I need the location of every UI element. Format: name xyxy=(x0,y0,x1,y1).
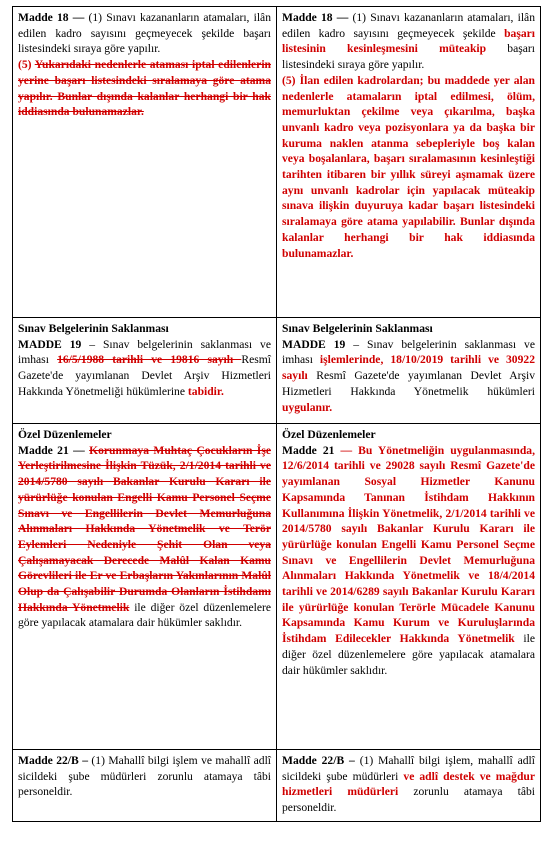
old-cell-madde-22b: Madde 22/B – (1) Mahallî bilgi işlem ve mahallî adlî sicildeki şube müdürleri zorunlu atamaya tâbi personeldir. xyxy=(13,750,277,822)
new-cell-madde-21: Özel Düzenlemeler Madde 21 — Bu Yönetmeliğin uygulanmasında, 12/6/2014 tarihli ve 29028 sayılı Resmî Gazete'de yayımlanan Sosyal Hizmetler Kanunu Kapsamında Tanınan İstihdam Hakkının Kullanımına İlişkin Yönetmelik, 2/1/2014 tarihli ve 2014/5780 sayılı Bakanlar Kurulu Kararı ile yürürlüğe konulan Engelli Kamu Personel Seçme Sınavı ve Engellilerin Devlet Memurluğuna Alınmaları Hakkında Yönetmelik ve 18/4/2014 tarihli ve 2014/6289 sayılı Bakanlar Kurulu Kararı ile yürürlüğe konulan Terörle Mücadele Kanunu Kapsamında Kamu Kurum ve Kuruluşlarında İstihdam Edilecekler Hakkında Yönetmelik ile diğer özel düzenlemelere göre yapılacak atamalara dair hükümler saklıdır. xyxy=(277,424,541,750)
old-cell-madde-21: Özel Düzenlemeler Madde 21 — Korunmaya Muhtaç Çocukların İşe Yerleştirilmesine İlişkin Tüzük, 2/1/2014 tarihli ve 2014/5780 sayılı Bakanlar Kurulu Kararı ile yürürlüğe konulan Engelli Kamu Personel Seçme Sınavı ve Engellilerin Devlet Memurluğuna Alınmaları Hakkında Yönetmelik ve Terör Eylemleri Nedeniyle Şehit Olan veya Çalışamayacak Derecede Malûl Kalan Kamu Görevlileri ile Er ve Erbaşların Yakınlarının Malûl Olup da Çalışabilir Durumda Olanların İstihdamı Hakkında Yönetmelik ile diğer özel düzenlemelere göre yapılacak atamalara dair hükümler saklıdır. xyxy=(13,424,277,750)
added-text: Bu Yönetmeliğin uygulanmasında, 12/6/2014 tarihli ve 29028 sayılı Resmî Gazete'de yayımlanan Sosyal Hizmetler Kanunu Kapsamında Tanınan İstihdam Hakkının Kullanımına İlişkin Yönetmelik, 2/1/2014 tarihli ve 2014/5780 sayılı Bakanlar Kurulu Kararı ile yürürlüğe konulan Engelli Kamu Personel Seçme Sınavı ve Engellilerin Devlet Memurluğuna Alınmaları Hakkında Yönetmelik ve 18/4/2014 tarihli ve 2014/6289 sayılı Bakanlar Kurulu Kararı ile yürürlüğe konulan Terörle Mücadele Kanunu Kapsamında Kamu Kurum ve Kuruluşlarında İstihdam Edilecekler Hakkında Yönetmelik xyxy=(282,443,535,646)
old-cell-madde-19: Sınav Belgelerinin Saklanması MADDE 19 – Sınav belgelerinin saklanması ve imhası 16/5/1988 tarihli ve 19816 sayılı Resmî Gazete'de yayımlanan Devlet Arşiv Hizmetleri Hakkında Yönetmeliği hükümlerine tabidir. xyxy=(13,318,277,424)
deleted-text: 16/5/1988 tarihli ve 19816 sayılı xyxy=(57,353,242,367)
deleted-text: Yukarıdaki nedenlerle ataması iptal edilenlerin yerine başarı listesindeki sıralamaya göre atama yapılır. Bunlar dışında kalanlar herhangi bir hak iddiasında bulunamazlar. xyxy=(18,58,271,119)
added-text: ve adlî destek ve mağdur hizmetleri müdürleri xyxy=(282,769,535,799)
added-text: (5) İlan edilen kadrolardan; bu maddede yer alan nedenlerle atamaların iptal edilmesi, ölüm, memurluktan çekilme veya çıkarılma, başka unvanlı kadro veya pozisyonlara ya da başka bir kuruma naklen atanma sebepleriyle boş kalan veya boşalanlara, başarı sıralamasının kesinleştiği tarihten itibaren bir yıllık süreyi aşmamak üzere aynı unvanlı kadrolar için yapılacak müteakip sınava ilişkin duyuruya kadar başarı listesindeki sıralamaya göre atama yapılabilir. Bunlar dışında kalanlar herhangi bir hak iddiasında bulunamazlar. xyxy=(282,73,535,260)
added-text: başarı listesinin kesinleşmesini müteakip xyxy=(282,26,535,56)
old-cell-madde-18: Madde 18 — (1) Sınavı kazananların atamaları, ilân edilen kadro sayısını geçmeyecek şekilde başarı listesindeki sıraya göre yapılır. (5) Yukarıdaki nedenlerle ataması iptal edilenlerin yerine başarı listesindeki sıralamaya göre atama yapılır. Bunlar dışında kalanlar herhangi bir hak iddiasında bulunamazlar. xyxy=(13,7,277,318)
added-text: işlemlerinde, 18/10/2019 tarihli ve 30922 sayılı xyxy=(282,353,535,383)
new-cell-madde-18: Madde 18 — (1) Sınavı kazananların atamaları, ilân edilen kadro sayısını geçmeyecek şekilde başarı listesinin kesinleşmesini müteakip başarı listesindeki sıraya göre yapılır. (5) İlan edilen kadrolardan; bu maddede yer alan nedenlerle atamaların iptal edilmesi, ölüm, memurluktan çekilme veya çıkarılma, başka unvanlı kadro veya pozisyonlara ya da başka bir kuruma naklen atanma sebepleriyle boş kalan veya boşalanlara, başarı sıralamasının kesinleştiği tarihten itibaren bir yıllık süreyi aşmamak üzere aynı unvanlı kadrolar için yapılacak müteakip sınava ilişkin duyuruya kadar başarı listesindeki sıralamaya göre atama yapılabilir. Bunlar dışında kalanlar herhangi bir hak iddiasında bulunamazlar. xyxy=(277,7,541,318)
table-row xyxy=(13,318,541,424)
table-row xyxy=(13,750,541,822)
comparison-table xyxy=(12,6,541,822)
table-row xyxy=(13,424,541,750)
deleted-text: Korunmaya Muhtaç Çocukların İşe Yerleştirilmesine İlişkin Tüzük, 2/1/2014 tarihli ve 2014/5780 sayılı Bakanlar Kurulu Kararı ile yürürlüğe konulan Engelli Kamu Personel Seçme Sınavı ve Engellilerin Devlet Memurluğuna Alınmaları Hakkında Yönetmelik ve Terör Eylemleri Nedeniyle Şehit Olan veya Çalışamayacak Derecede Malûl Kalan Kamu Görevlileri ile Er ve Erbaşların Yakınlarının Malûl Olup da Çalışabilir Durumda Olanların İstihdamı Hakkında Yönetmelik xyxy=(18,443,271,614)
new-cell-madde-22b: Madde 22/B – (1) Mahallî bilgi işlem, mahallî adlî sicildeki şube müdürleri ve adlî destek ve mağdur hizmetleri müdürleri zorunlu atamaya tâbi personeldir. xyxy=(277,750,541,822)
new-cell-madde-19: Sınav Belgelerinin Saklanması MADDE 19 – Sınav belgelerinin saklanması ve imhası işlemlerinde, 18/10/2019 tarihli ve 30922 sayılı Resmî Gazete'de yayımlanan Devlet Arşiv Hizmetleri Hakkında Yönetmelik hükümleri uygulanır. xyxy=(277,318,541,424)
table-row xyxy=(13,7,541,318)
